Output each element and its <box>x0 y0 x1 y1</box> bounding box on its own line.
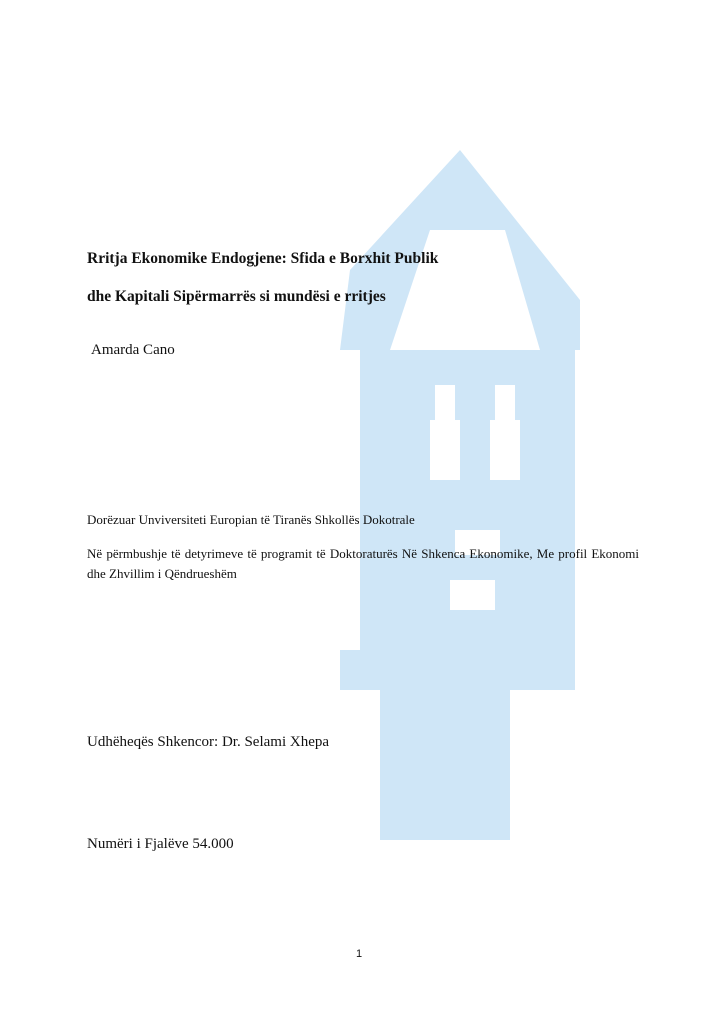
supervisor-line: Udhëheqës Shkencor: Dr. Selami Xhepa <box>87 734 330 750</box>
submitted-to: Dorëzuar Unviversiteti Europian të Tiranës Shkollës Dokotrale <box>87 512 415 527</box>
document-title-line-1: Rritja Ekonomike Endogjene: Sfida e Borxhit Publik <box>87 250 439 267</box>
fulfilment-statement: Në përmbushje të detyrimeve të programit të Doktoraturës Në Shkenca Ekonomike, Me profil Ekonomi dhe Zhvillim i Qëndrueshëm <box>87 546 639 581</box>
document-title-line-2: dhe Kapitali Sipërmarrës si mundësi e rritjes <box>87 288 386 305</box>
page-number: 1 <box>356 948 363 960</box>
author-name: Amarda Cano <box>91 342 175 358</box>
word-count: Numëri i Fjalëve 54.000 <box>87 836 234 852</box>
